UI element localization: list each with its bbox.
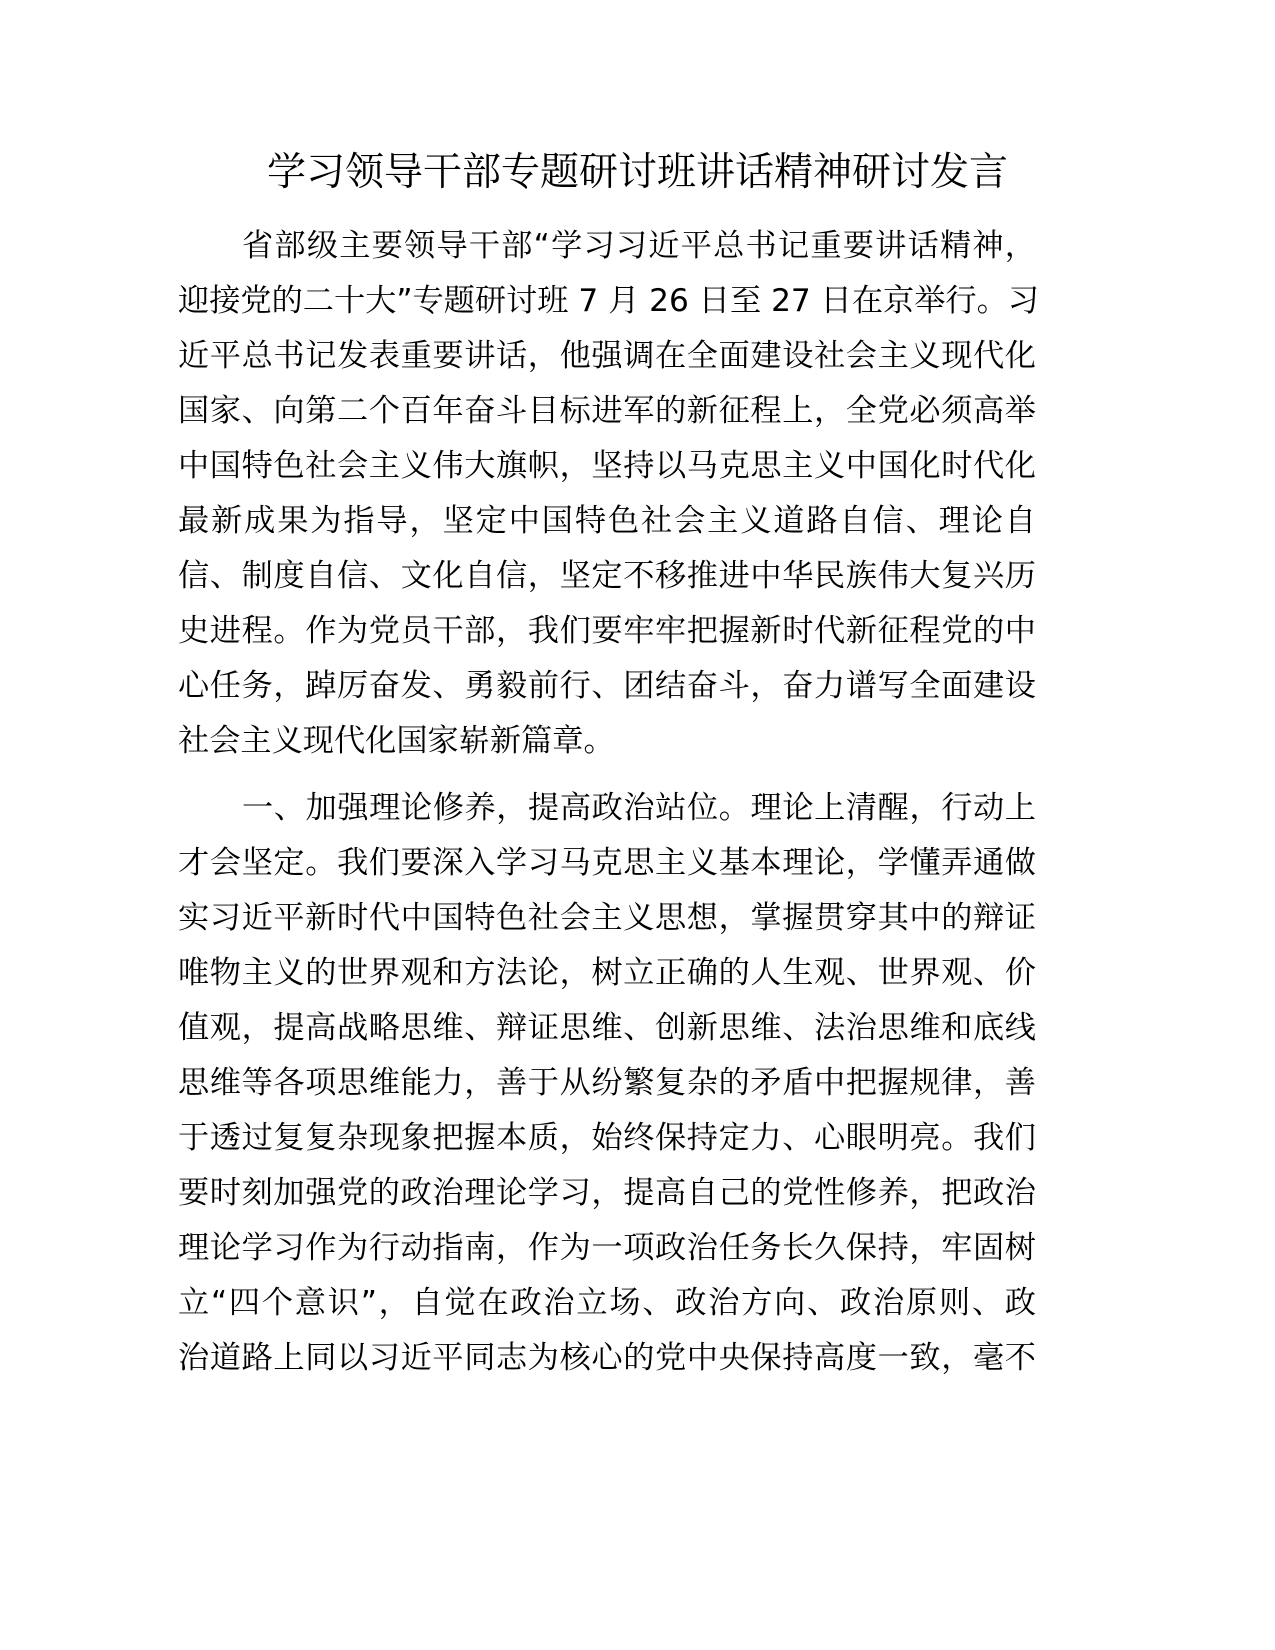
text-line: 史进程。作为党员干部，我们要牢牢把握新时代新征程党的中: [178, 613, 1036, 649]
document-body: [178, 219, 1039, 1386]
text-line: 于透过复复杂现象把握本质，始终保持定力、心眼明亮。我们: [178, 1120, 1036, 1156]
text-line: 唯物主义的世界观和方法论，树立正确的人生观、世界观、价: [178, 955, 1036, 991]
section-heading-line: 一、加强理论修养，提高政治站位。理论上清醒，行动上: [242, 790, 1036, 826]
paragraph-intro: [178, 219, 1039, 769]
text-line: 要时刻加强党的政治理论学习，提高自己的党性修养，把政治: [178, 1175, 1036, 1211]
text-line: 心任务，踔厉奋发、勇毅前行、团结奋斗，奋力谱写全面建设: [178, 668, 1036, 704]
paragraph-section-1: [178, 781, 1036, 1386]
text-line: 治道路上同以习近平同志为核心的党中央保持高度一致，毫不: [178, 1340, 1036, 1376]
text-line: 思维等各项思维能力，善于从纷繁复杂的矛盾中把握规律，善: [178, 1065, 1036, 1101]
text-line: 理论学习作为行动指南，作为一项政治任务长久保持，牢固树: [178, 1230, 1036, 1266]
text-line: 省部级主要领导干部“学习习近平总书记重要讲话精神，: [242, 228, 1036, 264]
text-line: 值观，提高战略思维、辩证思维、创新思维、法治思维和底线: [178, 1010, 1036, 1046]
text-line: 最新成果为指导，坚定中国特色社会主义道路自信、理论自: [178, 503, 1036, 539]
text-line: 近平总书记发表重要讲话，他强调在全面建设社会主义现代化: [178, 338, 1036, 374]
text-line: 迎接党的二十大”专题研讨班 7 月 26 日至 27 日在京举行。习: [178, 283, 1039, 319]
paragraph-spacing: [178, 769, 1036, 781]
text-line: 社会主义现代化国家崭新篇章。: [178, 723, 615, 759]
text-line: 信、制度自信、文化自信，坚定不移推进中华民族伟大复兴历: [178, 558, 1036, 594]
text-line: 立“四个意识”，自觉在政治立场、政治方向、政治原则、政: [178, 1285, 1036, 1321]
document-title: 学习领导干部专题研讨班讲话精神研讨发言: [266, 150, 1008, 195]
text-line: 实习近平新时代中国特色社会主义思想，掌握贯穿其中的辩证: [178, 900, 1036, 936]
text-line: 国家、向第二个百年奋斗目标进军的新征程上，全党必须高举: [178, 393, 1036, 429]
text-line: 才会坚定。我们要深入学习马克思主义基本理论，学懂弄通做: [178, 845, 1036, 881]
text-line: 中国特色社会主义伟大旗帜，坚持以马克思主义中国化时代化: [178, 448, 1036, 484]
